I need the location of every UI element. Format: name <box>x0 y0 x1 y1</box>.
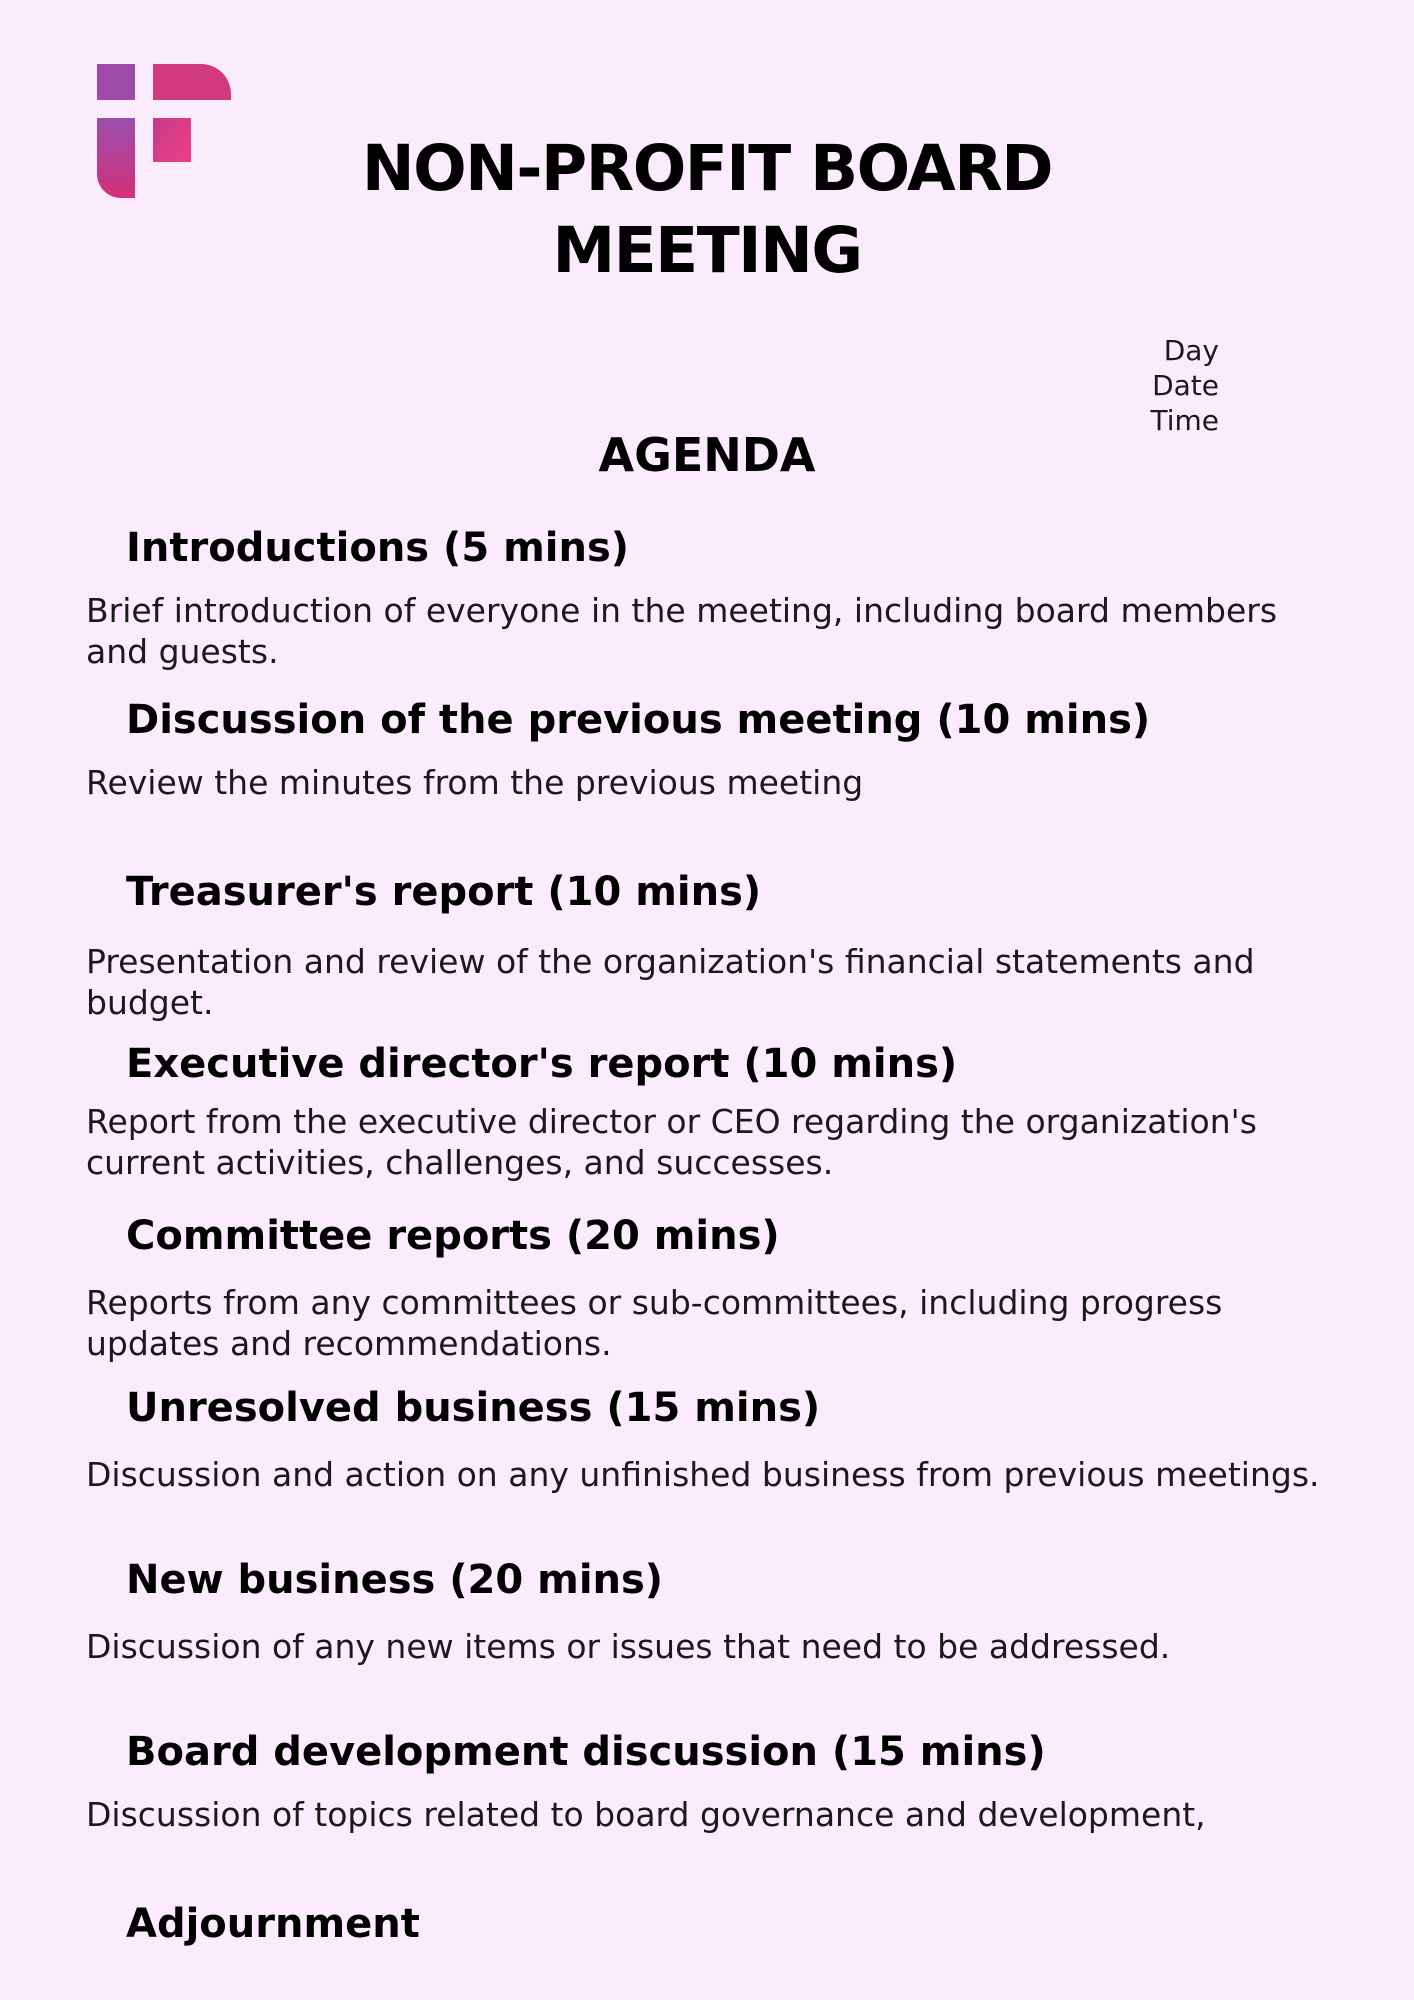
agenda-item-title: Executive director's report (10 mins) <box>126 1041 958 1087</box>
meeting-time: Time <box>1150 404 1219 437</box>
agenda-item-description: Discussion of topics related to board governance and development, <box>86 1795 1206 1834</box>
organization-logo <box>97 64 231 198</box>
document-title: NON-PROFIT BOARD MEETING <box>361 132 1053 287</box>
meeting-date: Date <box>1152 369 1219 402</box>
agenda-item-description: Report from the executive director or CEO regarding the organization's current activities, challenges, and successes. <box>86 1102 1257 1182</box>
agenda-item-description: Presentation and review of the organization's financial statements and budget. <box>86 942 1255 1022</box>
agenda-item-description: Discussion of any new items or issues that need to be addressed. <box>86 1627 1171 1666</box>
meeting-day: Day <box>1163 334 1219 367</box>
agenda-item-title: Introductions (5 mins) <box>126 525 630 571</box>
agenda-item-title: Board development discussion (15 mins) <box>126 1729 1046 1775</box>
agenda-item-description: Brief introduction of everyone in the meeting, including board members and guests. <box>86 591 1278 671</box>
agenda-item-title: Unresolved business (15 mins) <box>126 1385 821 1431</box>
agenda-item-title: Treasurer's report (10 mins) <box>126 869 762 915</box>
agenda-item-description: Discussion and action on any unfinished business from previous meetings. <box>86 1455 1320 1494</box>
agenda-item-title: Committee reports (20 mins) <box>126 1213 780 1259</box>
agenda-item-title: New business (20 mins) <box>126 1557 664 1603</box>
agenda-item-title: Adjournment <box>126 1901 420 1947</box>
meeting-details <box>1150 333 1219 438</box>
agenda-item-description: Review the minutes from the previous meeting <box>86 763 864 802</box>
agenda-item-description: Reports from any committees or sub-committees, including progress updates and recommendations. <box>86 1283 1223 1363</box>
agenda-item-title: Discussion of the previous meeting (10 mins) <box>126 697 1151 743</box>
agenda-heading: AGENDA <box>598 428 816 482</box>
